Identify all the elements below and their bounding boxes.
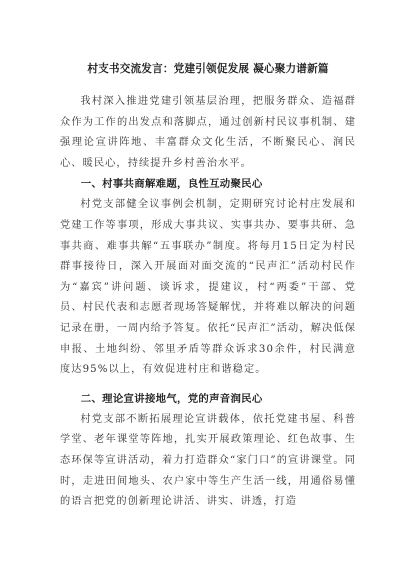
document-title: 村支书交流发言：党建引领促发展 凝心聚力谱新篇 bbox=[87, 63, 329, 75]
intro-paragraph: 我村深入推进党建引领基层治理，把服务群众、造福群众作为工作的出发点和落脚点，通过创新村民议事机制、建强理论宣讲阵地、丰富群众文化生活，不断聚民心、润民心、暖民心，持续提升乡村善治水平。 bbox=[60, 96, 356, 169]
section-2-paragraph: 村党支部不断拓展理论宣讲载体，依托党建书屋、科普学堂、老年课堂等阵地，扎实开展政策理论、红色故事、生态环保等宣讲活动，着力打造群众“家门口”的宣讲课堂。同时，走进田间地头、农户家中等生产生活一线，用通俗易懂的语言把党的创新理论讲活、讲实、讲透，打造 bbox=[60, 413, 356, 508]
section-2-heading: 二、理论宣讲接地气，党的声音润民心 bbox=[80, 392, 263, 405]
section-1-paragraph: 村党支部健全议事例会机制，定期研究讨论村庄发展和党建工作等事项，形成大事共议、实事共办、要事共研、急事共商、难事共解“五事联办”制度。将每月15日定为村民群事接待日，深入开展面对面交流的“民声汇”活动村民作为“嘉宾”讲问题、谈诉求，提建议，村“两委”干部、党员、村民代表和志愿者现场答疑解忧，并将难以解决的问题记录在册，一周内给予答复。依托“民声汇”活动，解决低保申报、土地纠纷、邻里矛盾等群众诉求30余件，村民满意度达95%以上，有效促进村庄和谐稳定。 bbox=[60, 199, 356, 376]
section-1-heading: 一、村事共商解难题，良性互动聚民心 bbox=[80, 178, 263, 191]
document-body bbox=[60, 62, 356, 513]
